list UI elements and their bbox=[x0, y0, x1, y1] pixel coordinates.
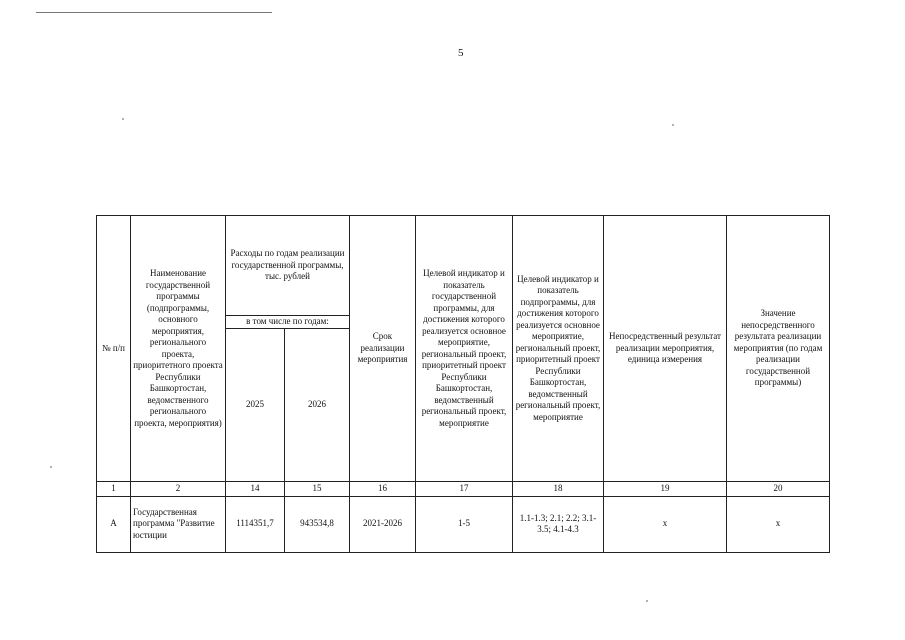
row-direct-result: х bbox=[604, 496, 727, 552]
column-number: 17 bbox=[416, 482, 513, 497]
table-row bbox=[97, 496, 830, 552]
row-expense-2026: 943534,8 bbox=[285, 496, 350, 552]
header-target-program: Целевой индикатор и показатель государственной программы, для достижения которого реализуется основное мероприятие, региональный проект, приоритетный проект Республики Башкортостан, ведомственный региональный проект, мероприятие bbox=[416, 216, 513, 482]
column-number: 14 bbox=[226, 482, 285, 497]
row-target-program: 1-5 bbox=[416, 496, 513, 552]
header-year-2026: 2026 bbox=[285, 329, 350, 482]
header-row bbox=[97, 216, 830, 316]
column-numbers-row bbox=[97, 482, 830, 497]
column-number: 20 bbox=[727, 482, 830, 497]
row-term: 2021-2026 bbox=[350, 496, 416, 552]
header-name: Наименование государственной программы (подпрограммы, основного мероприятия, регионального проекта, приоритетного проекта Республики Башкортостан, ведомственного регионального проекта, мероприятия) bbox=[131, 216, 226, 482]
header-rule bbox=[36, 12, 272, 13]
column-number: 19 bbox=[604, 482, 727, 497]
header-target-subprogram: Целевой индикатор и показатель подпрограммы, для достижения которого реализуется основное мероприятие, региональный проект, приоритетный проект Республики Башкортостан, ведомственный региональный проект, мероприятие bbox=[513, 216, 604, 482]
row-num: А bbox=[97, 496, 131, 552]
column-number: 16 bbox=[350, 482, 416, 497]
column-number: 18 bbox=[513, 482, 604, 497]
header-direct-result: Непосредственный результат реализации мероприятия, единица измерения bbox=[604, 216, 727, 482]
header-expenses: Расходы по годам реализации государственной программы, тыс. рублей bbox=[226, 216, 350, 316]
program-table bbox=[96, 215, 830, 553]
row-expense-2025: 1114351,7 bbox=[226, 496, 285, 552]
header-including: в том числе по годам: bbox=[226, 316, 350, 329]
scan-speck bbox=[50, 466, 52, 468]
header-year-2025: 2025 bbox=[226, 329, 285, 482]
header-direct-value: Значение непосредственного результата реализации мероприятия (по годам реализации государственной программы) bbox=[727, 216, 830, 482]
scan-speck bbox=[122, 118, 124, 120]
scan-speck bbox=[646, 600, 648, 602]
column-number: 15 bbox=[285, 482, 350, 497]
header-term: Срок реализации мероприятия bbox=[350, 216, 416, 482]
page-number: 5 bbox=[458, 47, 464, 59]
column-number: 2 bbox=[131, 482, 226, 497]
row-name: Государственная программа "Развитие юстиции bbox=[131, 496, 226, 552]
scan-speck bbox=[672, 124, 674, 126]
header-num: № п/п bbox=[97, 216, 131, 482]
column-number: 1 bbox=[97, 482, 131, 497]
row-direct-value: х bbox=[727, 496, 830, 552]
row-target-subprogram: 1.1-1.3; 2.1; 2.2; 3.1-3.5; 4.1-4.3 bbox=[513, 496, 604, 552]
